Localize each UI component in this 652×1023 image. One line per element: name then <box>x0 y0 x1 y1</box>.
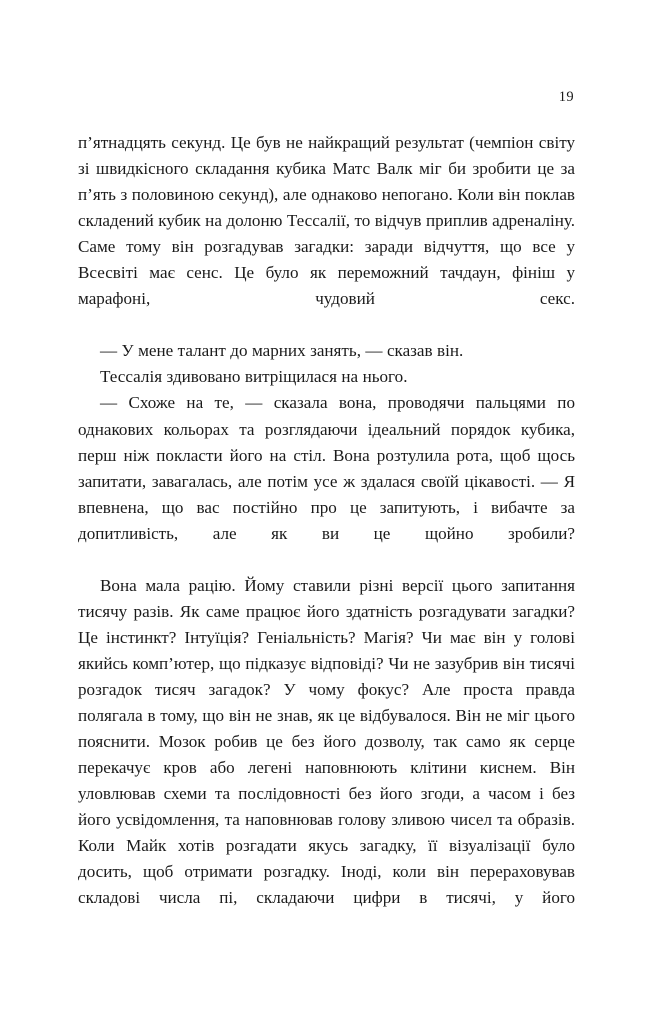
text-block <box>78 130 575 937</box>
paragraph-continued: п’ятнадцять секунд. Це був не найкращий результат (чемпіон світу зі швидкісного складання кубика Матс Валк міг би зробити це за п’ять з половиною секунд), але однаково непогано. Коли він поклав складений кубик на долоню Тессалії, то відчув приплив адреналіну. Саме тому він розгадував загадки: заради відчуття, що все у Всесвіті має сенс. Це було як переможний тачдаун, фініш у марафоні, чудовий секс. <box>78 133 575 309</box>
page-number: 19 <box>558 89 574 105</box>
paragraph-narration-1: Тессалія здивовано витріщилася на нього. <box>100 367 408 387</box>
paragraph-truncated: Вона мала рацію. Йому ставили різні версії цього запитання тисячу разів. Як саме працює його здатність розгадувати загадки? Це інстинкт? Інтуїція? Геніальність? Магія? Чи має він у голові якийсь комп’ютер, що підказує відповіді? Чи не зазубрив він тисячі розгадок тисяч загадок? У чому фокус? Але проста правда полягала в тому, що він не знав, як це відбувалося. Він не міг цього пояснити. Мозок робив це без його дозволу, так само як серце перекачує кров або легені наповнюють клітини киснем. Він уловлював схеми та послідовності без його згоди, а часом і без його усвідомлення, та наповнював голову зливою чисел та образів. Коли Майк хотів розгадати якусь загадку, її візуалізації було досить, щоб отримати розгадку. Іноді, коли він перераховував складові числа пі, складаючи цифри в тисячі, у його <box>78 575 575 908</box>
folio-area <box>78 86 574 108</box>
paragraph-dialogue-2: — Схоже на те, — сказала вона, проводячи пальцями по однакових кольорах та розглядаючи ідеальний порядок кубика, перш ніж покласти його на стіл. Вона розтулила рота, щоб щось запитати, завагалась, але потім усе ж здалася своїй цікавості. — Я впевнена, що вас постійно про це запитують, і вибачте за допитливість, але як ви це щойно зробили? <box>78 393 575 543</box>
paragraph-dialogue-1: — У мене талант до марних занять, — сказав він. <box>100 341 464 361</box>
